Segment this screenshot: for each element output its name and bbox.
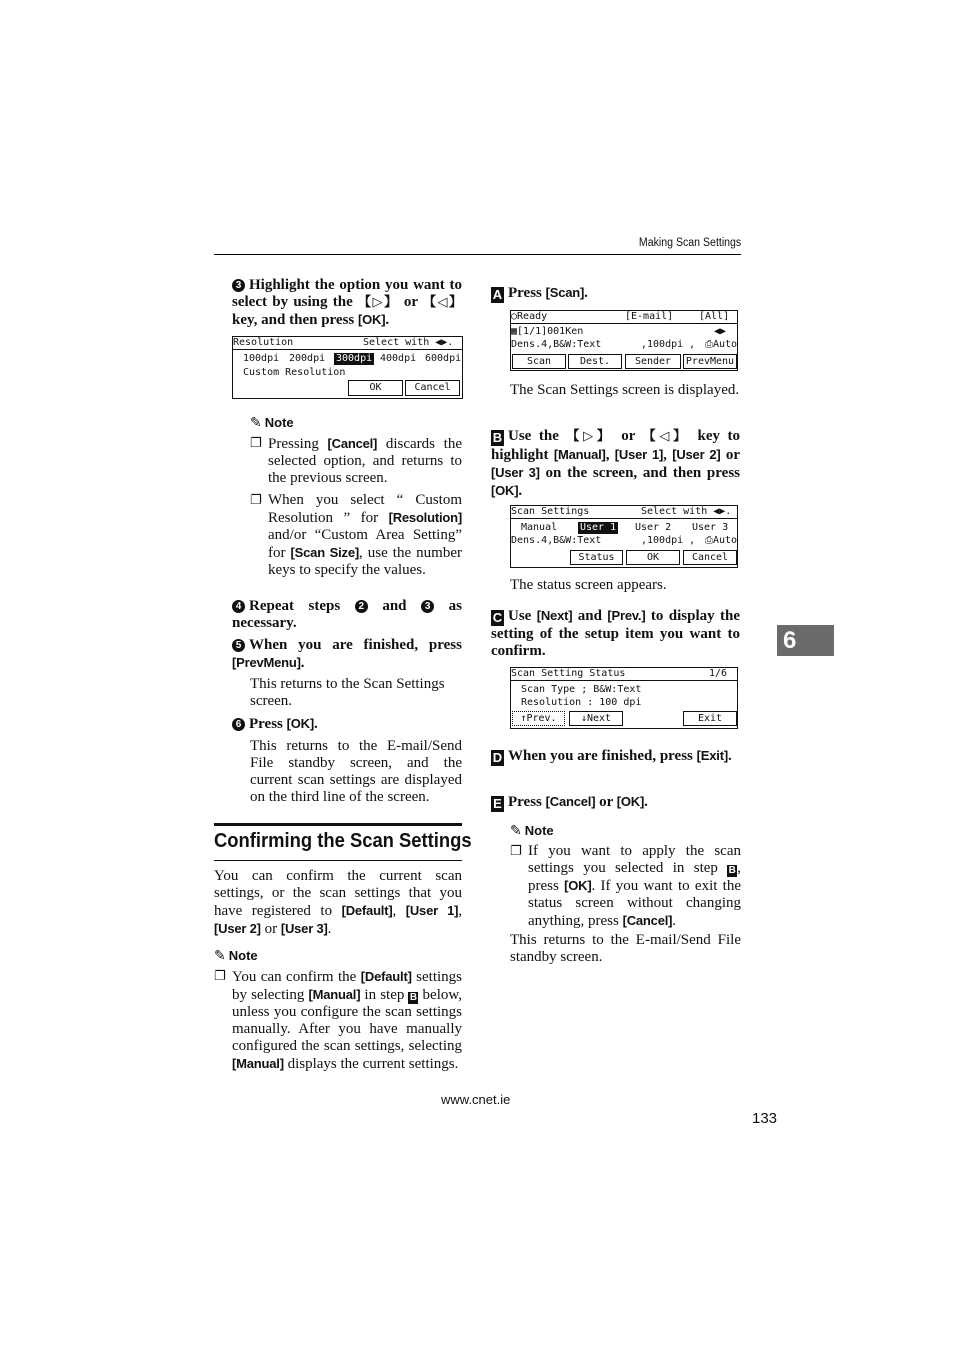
step-6-desc: This returns to the E-mail/Send File standby screen, and the current scan settings are displayed on the third line of the screen. (250, 738, 462, 805)
step-text: or (720, 447, 741, 463)
step-number: E (491, 796, 504, 812)
step-6 (232, 715, 462, 733)
auto-label: Auto (713, 535, 738, 546)
step-text: Press (508, 285, 546, 301)
checkbox-bullet-icon: ❐ (510, 844, 522, 859)
destination-text: [1/1]001Ken (517, 326, 584, 337)
step-text: Use (508, 608, 537, 624)
option-400dpi[interactable]: 400dpi (380, 353, 417, 364)
step-text: Use the (508, 428, 567, 444)
section-rule (214, 860, 462, 861)
step-text: . (644, 794, 648, 810)
option-manual[interactable]: Manual (521, 522, 558, 533)
resolution-text: ,100dpi , (641, 339, 696, 350)
user3-key: [User 3] (280, 921, 328, 936)
option-100dpi[interactable]: 100dpi (243, 353, 280, 364)
user1-key: [User 1] (614, 447, 664, 462)
note-item (250, 435, 462, 487)
note-text: settings by selecting (232, 969, 462, 1003)
step-B (491, 428, 740, 500)
ok-button[interactable]: OK (626, 550, 680, 565)
next-button[interactable]: ↓Next (569, 711, 623, 726)
divider (511, 323, 737, 324)
footer-url: www.cnet.ie (441, 1092, 511, 1107)
checkbox-bullet-icon: ❐ (214, 969, 226, 984)
step-number: A (492, 287, 503, 302)
divider (511, 518, 737, 519)
note-block (510, 822, 741, 930)
note-block (214, 947, 462, 1073)
cancel-button[interactable]: Cancel (405, 380, 460, 396)
cancel-button[interactable]: Cancel (683, 550, 737, 565)
ok-key: [OK] (286, 716, 314, 731)
note-text: When you select “ Custom Resolution ” for (268, 492, 462, 526)
scan-settings-line: Dens.4,B&W:Text (511, 339, 602, 350)
header-rule (214, 254, 741, 255)
step-text: or (595, 794, 617, 810)
prevmenu-button[interactable]: PrevMenu (683, 354, 737, 369)
section-title: Confirming the Scan Settings (214, 830, 472, 852)
checkbox-bullet-icon: ❐ (250, 493, 262, 508)
status-row (511, 311, 547, 323)
ok-key: [OK] (564, 878, 592, 893)
step-text: . (300, 655, 305, 671)
step-C (491, 607, 740, 660)
prevmenu-key: [PrevMenu] (232, 655, 301, 670)
step-A-desc: The Scan Settings screen is displayed. (510, 382, 740, 398)
step-ref: B (409, 992, 418, 1003)
screen-title: Scan Settings (511, 506, 590, 517)
resolution-text: ,100dpi , (641, 535, 696, 546)
chapter-tab: 6 (777, 625, 834, 656)
scan-settings-line: Dens.4,B&W:Text (511, 535, 602, 546)
prev-key: [Prev.] (607, 608, 646, 623)
dest-button[interactable]: Dest. (568, 354, 622, 369)
cancel-key: [Cancel] (327, 436, 378, 451)
note-text: discards the selected option, and returns to the previous screen. (268, 436, 462, 486)
note-text: below, unless you configure the scan settings manually. After you have manually configured the scan settings, selecting (232, 987, 462, 1054)
all-mode: [All] (699, 311, 730, 322)
note-text: , use the number keys to specify the values. (268, 545, 462, 578)
scan-button[interactable]: Scan (512, 354, 566, 369)
ready-text: Ready (517, 311, 548, 322)
step-text: key to highlight (491, 428, 741, 463)
ready-screen (510, 310, 738, 371)
step-4 (232, 598, 462, 632)
option-custom-resolution[interactable]: Custom Resolution (243, 367, 346, 378)
scan-settings-screen (510, 505, 738, 568)
resolution-line: Resolution : 100 dpi (521, 697, 642, 708)
next-key: [Next] (536, 608, 573, 623)
scan-type-line: Scan Type ; B&W:Text (521, 684, 642, 695)
cancel-key: [Cancel] (622, 913, 673, 928)
step-D (491, 747, 740, 766)
step-text: . (727, 748, 732, 764)
step-ref: 2 (355, 600, 368, 613)
select-hint: Select with ◀▶. (641, 506, 732, 517)
step-text: Press (249, 716, 287, 732)
exit-key: [Exit] (696, 748, 728, 763)
scan-size-key: [Scan Size] (290, 545, 359, 560)
auto-label: Auto (713, 339, 738, 350)
manual-key: [Manual] (308, 987, 361, 1002)
step-number: 4 (232, 600, 245, 613)
option-user2[interactable]: User 2 (635, 522, 672, 533)
divider (233, 349, 462, 350)
step-text: on the screen, and then press (539, 465, 740, 481)
step-text: . (518, 483, 523, 499)
final-desc: This returns to the E-mail/Send File standby screen. (510, 932, 741, 965)
cancel-key: [Cancel] (545, 794, 596, 809)
step-text: Press (508, 794, 546, 810)
right-arrow-key-icon: 【▷】 (566, 429, 614, 444)
left-arrow-key-icon: 【◁】 (642, 429, 690, 444)
auto-text (705, 535, 737, 547)
step-text: and (367, 598, 422, 614)
left-arrow-key-icon: 【◁】 (423, 295, 463, 310)
note-text: Pressing (268, 436, 328, 452)
step-text: . (584, 285, 588, 301)
user2-key: [User 2] (672, 447, 721, 462)
option-300dpi[interactable]: 300dpi (336, 353, 373, 364)
note-text: You can confirm the (232, 969, 361, 985)
note-heading: Note (228, 948, 258, 963)
intro-text: . (327, 921, 332, 937)
section-intro (214, 868, 462, 938)
step-5 (232, 637, 462, 672)
user3-key: [User 3] (491, 465, 540, 480)
step-text: When you are finished, press (249, 637, 462, 653)
pencil-icon: ✎ (250, 416, 262, 431)
note-text: in step (360, 987, 409, 1003)
manual-key: [Manual] (553, 447, 606, 462)
prev-button[interactable]: ↑Prev. (512, 711, 565, 726)
step-number: C (492, 610, 503, 625)
step-text: key, and then press (232, 312, 359, 328)
screen-title: Resolution (233, 337, 294, 348)
intro-text: or (260, 921, 281, 937)
scan-key: [Scan] (545, 285, 585, 300)
option-200dpi[interactable]: 200dpi (289, 353, 326, 364)
note-text: , press (528, 860, 741, 894)
note-text: displays the current settings. (283, 1056, 459, 1072)
ok-button[interactable]: OK (348, 380, 403, 396)
note-text: . If you want to exit the status screen without changing anything, press (528, 878, 741, 929)
note-text: and/or “Custom Area Setting” for (268, 527, 462, 561)
scan-status-screen (510, 667, 738, 729)
default-key: [Default] (360, 969, 412, 984)
resolution-key: [Resolution] (388, 510, 462, 525)
step-text: Highlight the option you want to select by using the (232, 277, 462, 310)
resolution-screen (232, 336, 463, 399)
option-user1[interactable]: User 1 (580, 522, 617, 533)
note-item (510, 843, 741, 930)
step-ref: 3 (421, 600, 434, 613)
option-600dpi[interactable]: 600dpi (425, 353, 462, 364)
status-button[interactable]: Status (570, 550, 623, 565)
section-rule (214, 823, 462, 826)
intro-text: , (458, 903, 463, 919)
step-text: , (605, 447, 615, 463)
ready-icon: ○ (511, 311, 518, 322)
step-text: . (314, 716, 318, 732)
divider (511, 680, 737, 681)
step-5-desc: This returns to the Scan Settings screen. (250, 676, 445, 709)
step-ref: B (728, 865, 736, 876)
note-block (250, 414, 462, 579)
ok-key: [OK] (358, 312, 386, 327)
page-number: 133 (752, 1110, 778, 1127)
step-text: When you are finished, press (508, 748, 697, 764)
ok-key: [OK] (491, 483, 519, 498)
pencil-icon: ✎ (214, 949, 226, 964)
step-number: 6 (232, 718, 245, 731)
original-icon: ⎙ (705, 535, 713, 546)
intro-text: You can confirm the current scan settings, or the scan settings that you have registered to (214, 868, 462, 919)
option-user3[interactable]: User 3 (692, 522, 729, 533)
step-A (491, 284, 741, 303)
email-mode: [E-mail] (625, 311, 674, 322)
step-text: to display the setting of the setup item you want to confirm. (491, 608, 741, 659)
select-hint: Select with ◀▶. (363, 337, 454, 348)
screen-title: Scan Setting Status (511, 668, 626, 679)
step-text: or (613, 428, 643, 444)
note-text: . (672, 913, 677, 929)
step-B-desc: The status screen appears. (510, 577, 667, 593)
manual-key: [Manual] (232, 1056, 284, 1071)
running-header: Making Scan Settings (638, 237, 741, 249)
page-indicator: 1/6 (709, 668, 728, 679)
original-icon: ⎙ (705, 339, 713, 350)
checkbox-bullet-icon: ❐ (250, 436, 262, 451)
sender-button[interactable]: Sender (625, 354, 681, 369)
step-number: D (492, 750, 503, 765)
intro-text: , (392, 903, 406, 919)
user2-key: [User 2] (214, 921, 261, 936)
note-item (214, 968, 462, 1073)
step-text: , (663, 447, 673, 463)
default-key: [Default] (341, 903, 393, 918)
right-arrow-key-icon: 【▷】 (358, 295, 399, 310)
arrow-keys-icon: ◀▶ (714, 326, 727, 337)
step-number: 5 (232, 639, 245, 652)
step-text: and (572, 608, 608, 624)
note-text: If you want to apply the scan settings you selected in step (528, 843, 741, 876)
step-E (491, 793, 740, 812)
auto-text (705, 339, 737, 351)
note-heading: Note (524, 823, 554, 838)
step-number: B (492, 430, 503, 445)
step-text: . (385, 312, 390, 328)
exit-button[interactable]: Exit (683, 711, 737, 726)
destination-icon: ▦ (511, 326, 518, 337)
pencil-icon: ✎ (510, 824, 522, 839)
note-item (250, 492, 462, 579)
step-text: Repeat steps (249, 598, 355, 614)
note-heading: Note (264, 415, 294, 430)
step-text: as necessary. (232, 598, 462, 631)
step-number: 3 (232, 279, 245, 292)
destination-row (511, 326, 583, 338)
step-3 (232, 277, 462, 329)
step-text: or (398, 294, 423, 310)
user1-key: [User 1] (405, 903, 459, 918)
ok-key: [OK] (616, 794, 645, 809)
